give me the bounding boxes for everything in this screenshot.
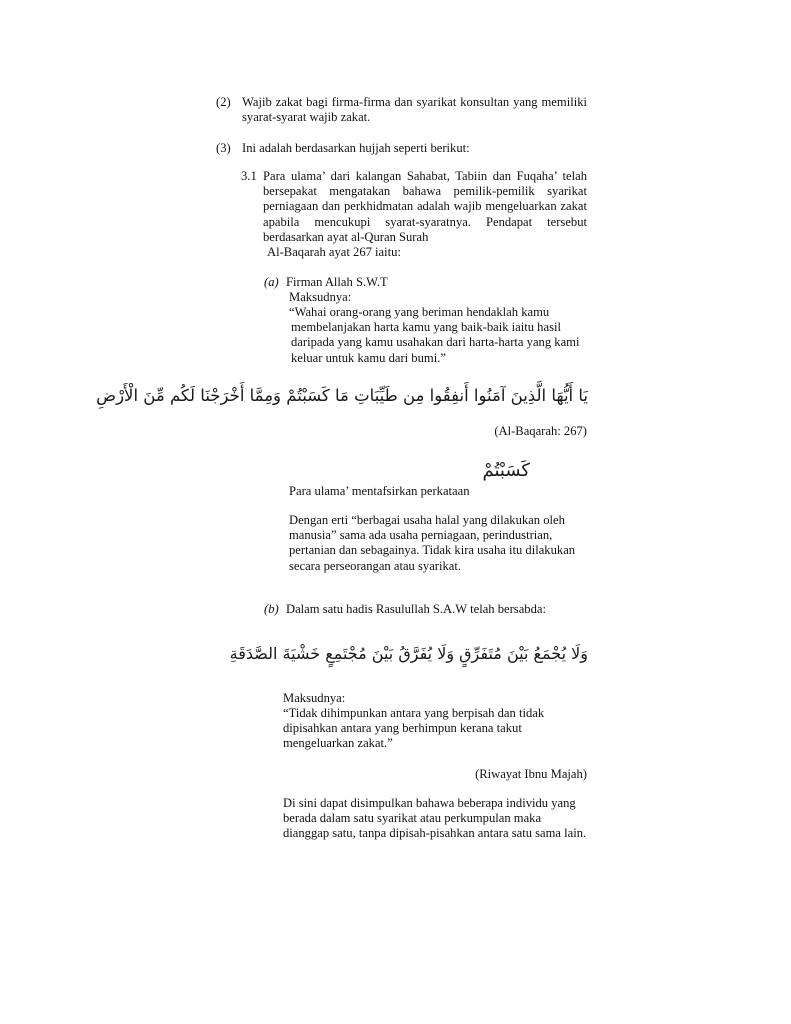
sub-a-maksud-label: Maksudnya: — [289, 290, 352, 304]
sub-a-citation: (Al-Baqarah: 267) — [494, 424, 587, 438]
word-kasabtum-arabic: كَسَبْتُمْ — [482, 460, 530, 481]
tafsir-intro: Para ulama’ mentafsirkan perkataan — [289, 484, 470, 498]
conclusion-text: Di sini dapat disimpulkan bahawa beberapa individu yang berada dalam satu syarikat atau perkumpulan maka dianggap satu, tanpa dipisah-pisahkan antara satu sama lain. — [283, 796, 587, 841]
item-3-1-text: Para ulama’ dari kalangan Sahabat, Tabiin dan Fuqaha’ telah bersepakat mengatakan bahawa pemilik-pemilik syarikat perniagaan dan perkhidmatan adalah wajib mengeluarkan zakat apabila mencukupi syarat-syaratnya. Pendapat tersebut berdasarkan ayat al-Quran Surah — [263, 169, 587, 244]
sub-b-maksud-label: Maksudnya: — [283, 691, 346, 705]
sub-b-quote: “Tidak dihimpunkan antara yang berpisah dan tidak dipisahkan antara yang berhimpun kerana takut mengeluarkan zakat.” — [283, 706, 545, 751]
quran-verse-arabic: يَا أَيُّهَا الَّذِينَ آمَنُوا أَنفِقُوا مِن طَيِّبَاتِ مَا كَسَبْتُمْ وَمِمَّا أَخْرَجْنَا لَكُم مِّنَ الْأَرْضِ — [96, 386, 588, 405]
item-3-number: (3) — [216, 141, 231, 155]
item-3-1-text-line2: Al-Baqarah ayat 267 iaitu: — [267, 245, 401, 259]
sub-a-quote: “Wahai orang-orang yang beriman hendaklah kamu membelanjakan harta kamu yang baik-baik iaitu hasil daripada yang kamu usahakan dari harta-harta yang kami keluar untuk kamu dari bumi.” — [289, 305, 580, 365]
sub-b-label: (b) — [264, 602, 279, 616]
hadith-arabic: وَلَا يُجْمَعُ بَيْنَ مُتَفَرِّقٍ وَلَا يُفَرَّقُ بَيْنَ مُجْتَمِعٍ خَشْيَةَ الصَّدَقَةِ — [229, 644, 588, 663]
sub-a-label: (a) — [264, 275, 279, 289]
tafsir-text: Dengan erti “berbagai usaha halal yang dilakukan oleh manusia” sama ada usaha perniagaan, perindustrian, pertanian dan sebagainya. Tidak kira usaha itu dilakukan secara perseorangan atau syarikat. — [289, 513, 576, 573]
sub-b-heading: Dalam satu hadis Rasulullah S.A.W telah bersabda: — [286, 602, 546, 616]
sub-b-citation: (Riwayat Ibnu Majah) — [475, 767, 587, 781]
sub-a-heading: Firman Allah S.W.T — [286, 275, 388, 289]
item-3-1-number: 3.1 — [241, 169, 257, 183]
item-3-text: Ini adalah berdasarkan hujjah seperti berikut: — [242, 141, 470, 155]
item-2-number: (2) — [216, 95, 231, 109]
item-2-text: Wajib zakat bagi firma-firma dan syarikat konsultan yang memiliki syarat-syarat wajib zakat. — [242, 95, 587, 125]
